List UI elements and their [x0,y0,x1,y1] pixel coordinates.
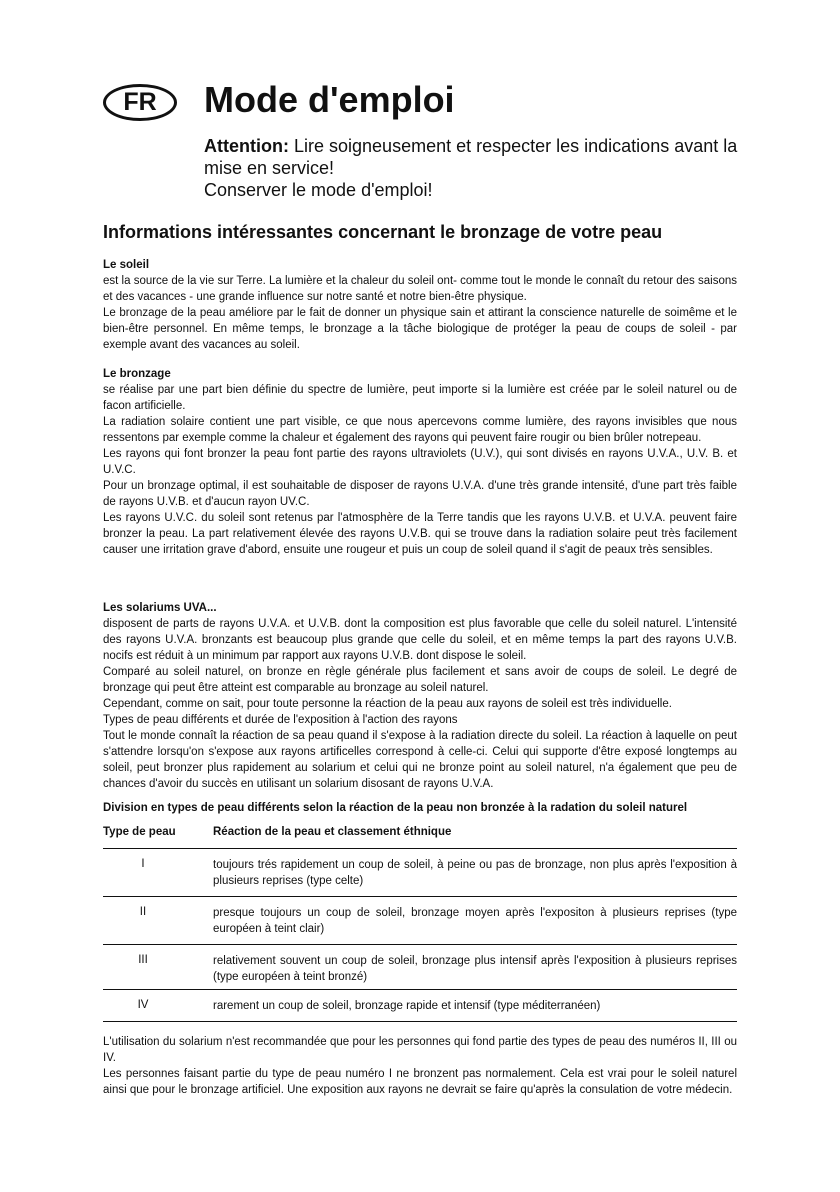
table-row [103,989,737,1021]
table-row [103,896,737,944]
attention-notice [204,135,744,201]
section-paragraph: Cependant, comme on sait, pour toute personne la réaction de la peau aux rayons de soleil est très individuelle. [103,698,672,710]
skin-reaction: relativement souvent un coup de soleil, bronzage plus intensif après l'exposition à plusieurs reprises (type européen à teint bronzé) [213,955,737,983]
table-row [103,944,737,989]
skin-reaction: toujours trés rapidement un coup de soleil, à peine ou pas de bronzage, non plus après l'exposition à plusieurs reprises (type celte) [213,859,737,887]
language-badge [103,84,177,121]
column-header-type: Type de peau [103,826,176,838]
table-row [103,848,737,896]
skin-reaction: rarement un coup de soleil, bronzage rapide et intensif (type méditerranéen) [213,1000,601,1012]
section-le-soleil [103,257,737,353]
language-badge-label: FR [123,88,157,116]
attention-text: Lire soigneusement et respecter les indications avant la mise en service! [204,136,738,178]
closing-notes [103,1034,737,1098]
skin-type-table [103,826,737,1022]
section-le-bronzage [103,366,737,558]
section-les-solariums [103,600,737,792]
skin-type-number: II [139,906,147,918]
page-title: Mode d'emploi [204,79,455,120]
section-paragraph: Le bronzage de la peau améliore par le fait de donner un physique sain et attirant la conscience naturelle de soimême et le bien-être personnel. En même temps, le bronzage a la tâche biologique de protéger la peau de coups de soleil - par exemple avant des vacances au soleil. [103,307,737,351]
section-heading: Les solariums UVA... [103,602,217,614]
section-paragraph: Comparé au soleil naturel, on bronze en règle générale plus facilement et sans avoir de coups de soleil. Le degré de bronzage qui peut être atteint est comparable au bronzage au soleil naturel. [103,666,737,694]
main-heading: Informations intéressantes concernant le bronzage de votre peau [103,222,663,242]
skin-type-number: III [138,954,148,966]
column-header-reaction: Réaction de la peau et classement éthnique [213,826,452,838]
skin-type-number: I [141,858,145,870]
closing-paragraph: Les personnes faisant partie du type de peau numéro I ne bronzent pas normalement. Cela est vrai pour le soleil naturel ainsi que pour le bronzage artificiel. Une exposition aux rayons ne devrait se faire qu'après la consulation de votre médecin. [103,1068,737,1096]
section-paragraph: est la source de la vie sur Terre. La lumière et la chaleur du soleil ont- comme tout le monde le connaît du retour des saisons et des vacances - une grande influence sur notre santé et notre bien-être physique. [103,275,737,303]
section-paragraph: disposent de parts de rayons U.V.A. et U.V.B. dont la composition est plus favorable que celle du soleil naturel. L'intensité des rayons U.V.A. bronzants est beaucoup plus grande que celle du soleil, et en même temps la part des rayons U.V.B. nocifs est réduit à un minimum par rapport aux rayons U.V.B. dont dispose le soleil. [103,618,737,662]
section-paragraph: Pour un bronzage optimal, il est souhaitable de disposer de rayons U.V.A. d'une très grande intensité, d'une part très faible de rayons U.V.B. et d'aucun rayon UV.C. [103,480,737,508]
section-paragraph: se réalise par une part bien définie du spectre de lumière, peut importe si la lumière est créée par le soleil naturel ou de facon artificielle. [103,384,737,412]
section-paragraph: Tout le monde connaît la réaction de sa peau quand il s'expose à la radiation directe du soleil. La réaction à laquelle on peut s'attendre lorsqu'on s'expose aux rayons artificelles correspond à celle-ci. Celui qui supporte d'être exposé longtemps au soleil, peut bronzer plus rapidement au solarium et celui qui ne bronze point au soleil naturel, n'a également que peu de chances d'avoir du succès en utilisant un solarium disosant de rayons U.V.A. [103,730,737,790]
skin-reaction: presque toujours un coup de soleil, bronzage moyen après l'expositon à plusieurs reprises (type européen à teint clair) [213,907,737,935]
division-heading: Division en types de peau différents selon la réaction de la peau non bronzée à la radation du soleil naturel [103,802,688,814]
section-heading: Le bronzage [103,368,171,380]
table-header-row [103,826,737,848]
section-paragraph: Les rayons U.V.C. du soleil sont retenus par l'atmosphère de la Terre tandis que les rayons U.V.B. et U.V.A. peuvent faire bronzer la peau. La part relativement élevée des rayons U.V.B. qui se trouve dans la radiation solaire peut très facilement causer une irritation grave d'abord, ensuite une rougeur et puis un coup de soleil quand il s'agit de peaux très sensibles. [103,512,737,556]
table-bottom-rule [103,1021,737,1022]
section-paragraph: Types de peau différents et durée de l'exposition à l'action des rayons [103,714,458,726]
section-heading: Le soleil [103,259,150,271]
closing-paragraph: L'utilisation du solarium n'est recommandée que pour les personnes qui fond partie des types de peau des numéros II, III ou IV. [103,1036,737,1064]
attention-label: Attention: [204,136,289,156]
keep-manual-text: Conserver le mode d'emploi! [204,180,433,200]
section-paragraph: La radiation solaire contient une part visible, ce que nous apercevons comme lumière, des rayons invisibles que nous ressentons par exemple comme la chaleur et également des rayons qui peuvent faire rougir ou bien brûler notrepeau. [103,416,737,444]
skin-type-number: IV [137,999,149,1011]
section-paragraph: Les rayons qui font bronzer la peau font partie des rayons ultraviolets (U.V.), qui sont divisés en rayons U.V.A., U.V. B. et U.V.C. [103,448,737,476]
